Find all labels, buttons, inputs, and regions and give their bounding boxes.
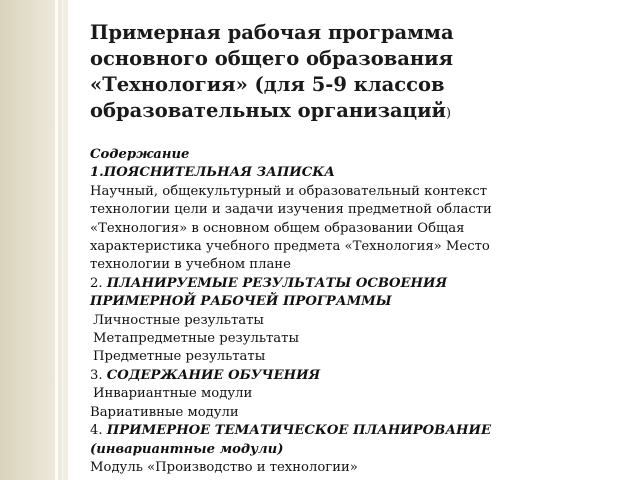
section-1-text-line: «Технология» в основном общем образовании Общая	[90, 220, 465, 236]
section-2-item: Метапредметные результаты	[93, 331, 299, 347]
section-4-item: Модуль «Производство и технологии»	[90, 459, 358, 475]
title-line-4-main: образовательных организаций	[90, 99, 446, 122]
decorative-stripe	[55, 0, 58, 480]
section-4-heading-line-2: (инвариантные модули)	[90, 441, 284, 457]
section-2-item: Предметные результаты	[93, 349, 266, 365]
title-line-4	[90, 98, 620, 127]
section-1-heading: 1.ПОЯСНИТЕЛЬНАЯ ЗАПИСКА	[90, 165, 335, 181]
section-2-heading-text: ПЛАНИРУЕМЫЕ РЕЗУЛЬТАТЫ ОСВОЕНИЯ	[106, 275, 448, 291]
section-2-item: Личностные результаты	[93, 312, 264, 328]
title-line-2: основного общего образования	[90, 47, 454, 70]
section-4-heading	[90, 422, 625, 440]
title-line-4-tail: )	[446, 106, 452, 121]
contents-heading: Содержание	[90, 147, 190, 162]
contents-list	[90, 146, 625, 477]
section-2-heading-line-2: ПРИМЕРНОЙ РАБОЧЕЙ ПРОГРАММЫ	[90, 294, 392, 310]
section-1-text-line: характеристика учебного предмета «Технология» Место	[90, 239, 490, 255]
decorative-stripe-thin	[62, 0, 63, 480]
section-1-text-line: технологии в учебном плане	[90, 257, 291, 273]
slide-title	[90, 20, 620, 127]
title-line-1: Примерная рабочая программа	[90, 21, 454, 44]
section-3-item: Вариативные модули	[90, 404, 239, 420]
section-1-text-line: Научный, общекультурный и образовательный контекст	[90, 183, 488, 199]
section-3-heading-text: СОДЕРЖАНИЕ ОБУЧЕНИЯ	[106, 367, 321, 383]
section-2-heading	[90, 275, 625, 293]
section-3-heading	[90, 367, 625, 385]
section-4-number: 4.	[90, 423, 103, 439]
section-4-heading-text: ПРИМЕРНОЕ ТЕМАТИЧЕСКОЕ ПЛАНИРОВАНИЕ	[106, 423, 492, 439]
section-2-number: 2.	[90, 275, 103, 291]
section-3-number: 3.	[90, 367, 103, 383]
slide-content	[70, 0, 640, 480]
title-line-3: «Технология» (для 5-9 классов	[90, 73, 445, 96]
section-1-text-line: технологии цели и задачи изучения предметной области	[90, 202, 492, 218]
section-3-item: Инвариантные модули	[93, 386, 253, 402]
